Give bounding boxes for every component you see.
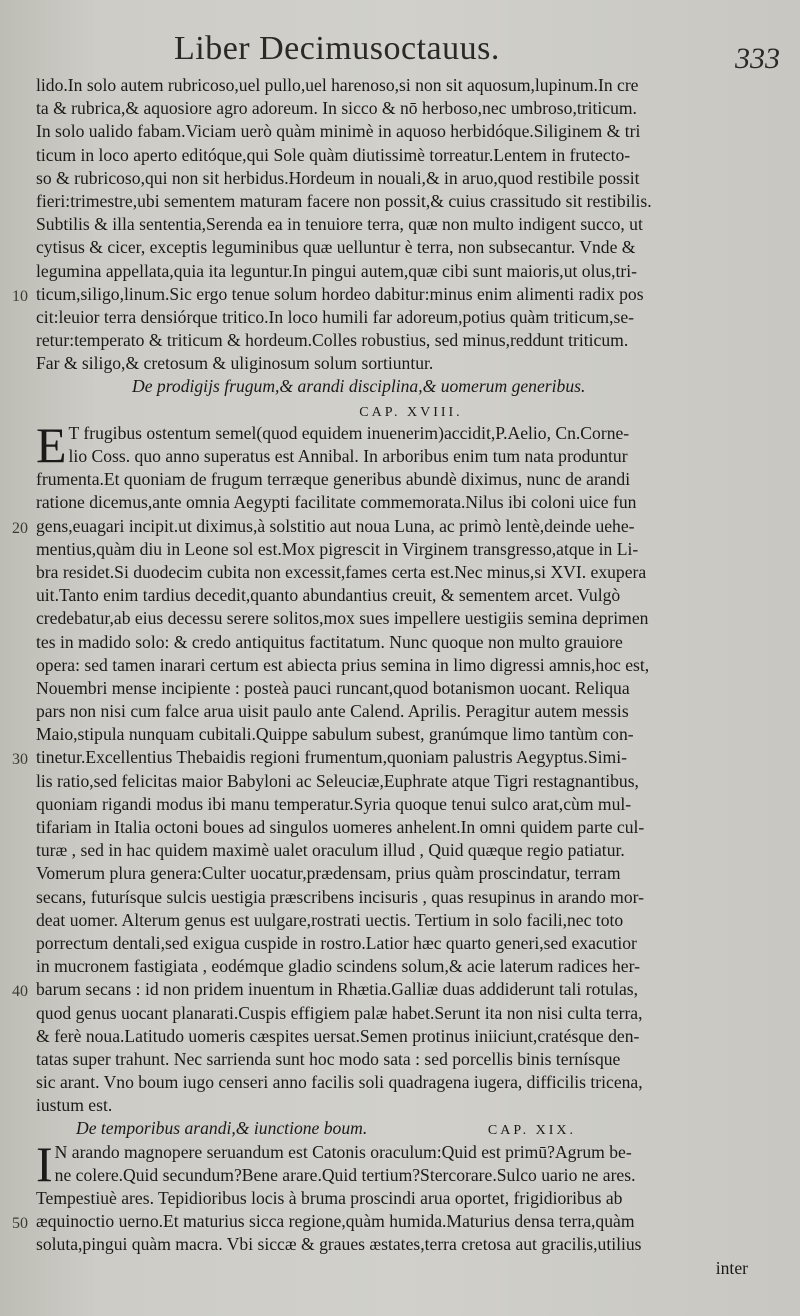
text-line: Vomerum plura genera:Culter uocatur,prædensam, prius quàm proscindatur, terram (36, 863, 621, 884)
text-line: Subtilis & illa sententia,Serenda ea in tenuiore terra, quæ non multo indigent succo, ut (36, 214, 643, 235)
text-line: 20 gens,euagari incipit.ut diximus,à solstitio aut noua Luna, ac primò lentè,deinde uehe- (36, 515, 786, 538)
text-line: legumina appellata,quia ita leguntur.In pingui autem,quæ cibi sunt maioris,ut olus,tri- (36, 260, 638, 281)
text-line: 40 barum secans : id non pridem inuentum in Rhætia.Galliæ duas addiderunt tali rotulas, (36, 978, 786, 1001)
catchword: inter (715, 1257, 748, 1278)
drop-capital: I (36, 1135, 53, 1192)
text-line: Far & siligo,& cretosum & uliginosum solum sortiuntur. (36, 353, 434, 374)
text-line: ratione dicemus,ante omnia Aegypti facilitate commemorata.Nilus ibi coloni uice fun (36, 492, 637, 513)
text-line: sic arant. Vno boum iugo censeri anno facilis soli quadragena iugera, difficilis tricena, (36, 1072, 643, 1093)
text-line: lis ratio,sed felicitas maior Babyloni ac Seleuciæ,Euphrate atque Tigri restagnantibus, (36, 770, 639, 791)
text-line: 10 ticum,siligo,linum.Sic ergo tenue solum hordeo dabitur:minus enim alimenti radix pos (36, 283, 786, 306)
text-line: retur:temperato & triticum & hordeum.Colles robustius, sed minus,reddunt triticum. (36, 330, 629, 351)
section-heading: De prodigijs frugum,& arandi disciplina,& uomerum generibus. (132, 376, 586, 397)
text-line: frumenta.Et quoniam de frugum terræque generibus abundè diximus, nunc de arandi (36, 469, 631, 490)
margin-line-number: 10 (12, 287, 28, 305)
text-line: deat uomer. Alterum genus est uulgare,rostrati uectis. Tertium in solo facili,nec toto (36, 909, 624, 930)
text-line: In solo ualido fabam.Viciam uerò quàm minimè in aquoso herbidóque.Siliginem & tri (36, 121, 641, 142)
text-line: quoniam rigandi modus ibi manu temperatur.Syria quoque tenui sulco arat,cùm mul- (36, 793, 632, 814)
text-line: quod genus uocant planarati.Cuspis effigiem palæ habet.Serunt ita non nisi culta terra, (36, 1002, 643, 1023)
chapter-number: CAP. XVIII. (359, 404, 463, 420)
section-heading: De temporibus arandi,& iunctione boum. (76, 1118, 368, 1139)
text-line: & ferè noua.Latitudo uomeris cæspites uersat.Semen protinus iniiciunt,cratésque den- (36, 1025, 640, 1046)
margin-line-number: 20 (12, 519, 28, 537)
text-line: turæ , sed in hac quidem maximè ualet oraculum illud , Quid quæque regio patiatur. (36, 840, 625, 861)
text-line: lido.In solo autem rubricoso,uel pullo,uel harenoso,si non sit aquosum,lupinum.In cre (36, 75, 639, 95)
text-line: opera: sed tamen inarari certum est abiecta prius semina in limo digressi amnis,hoc est, (36, 654, 650, 675)
text-line: lio Coss. quo anno superatus est Annibal. In arboribus enim tum nata produntur (68, 446, 628, 466)
text-line: soluta,pingui quàm macra. Vbi siccæ & graues æstates,terra cretosa aut gracilis,utilius (36, 1234, 642, 1255)
text-line: iustum est. (36, 1095, 113, 1116)
text-line: so & rubricoso,qui non sit herbidus.Hordeum in nouali,& in aruo,quod restibile possit (36, 167, 640, 188)
chapter-number: CAP. XIX. (487, 1123, 576, 1139)
text-line: 50 æquinoctio uerno.Et maturius sicca regione,quàm humida.Maturius densa terra,quàm (36, 1210, 786, 1233)
text-line: in mucronem fastigiata , eodémque gladio scindens solum,& acie laterum radices her- (36, 956, 640, 977)
text-line: ticum in loco aperto editóque,qui Sole quàm diutissimè torreatur.Lentem in frutecto- (36, 144, 631, 165)
text-line: T frugibus ostentum semel(quod equidem inuenerim)accidit,P.Aelio, Cn.Corne- (68, 422, 630, 443)
margin-line-number: 50 (12, 1215, 28, 1233)
paragraph (12, 416, 786, 1118)
text-line: pars non nisi cum falce arua uisit paulo ante Calend. Aprilis. Peragitur autem messis (36, 701, 629, 722)
text-line: porrectum dentali,sed exigua cuspide in rostro.Latior hæc quarto generi,sed exacutior (36, 932, 637, 953)
text-line: mentius,quàm diu in Leone sol est.Mox pigrescit in Virginem transgresso,atque in Li- (36, 538, 639, 559)
text-line: ne colere.Quid secundum?Bene arare.Quid tertium?Stercorare.Sulco uario ne ares. (54, 1164, 636, 1185)
text-line: Maio,stipula nunquam cubitali.Quippe sabulum subest, granúmque limo tantùm con- (36, 724, 634, 745)
text-line: tes in madido solo: & credo antiquitus factitatum. Nunc quoque non multo grauiore (36, 631, 623, 652)
margin-line-number: 30 (12, 751, 28, 769)
main-text (12, 74, 786, 1280)
text-line: Tempestiuè ares. Tepidioribus locis à bruma proscindi arua oportet, frigidioribus ab (36, 1188, 623, 1208)
text-line: N arando magnopere seruandum est Catonis oraculum:Quid est primū?Agrum be- (54, 1141, 632, 1162)
paragraph (12, 1135, 786, 1257)
text-line: secans, futurísque sulcis uestigia præscribens incisuris , quas resupinus in arando mor- (36, 886, 644, 907)
text-line: bra residet.Si duodecim cubita non excessit,fames certa est.Nec minus,si XVI. exupera (36, 561, 647, 582)
text-line: cytisus & cicer, exceptis leguminibus quæ uelluntur è terra, non subsecantur. Vnde & (36, 237, 636, 258)
margin-line-number: 40 (12, 983, 28, 1001)
section-heading-row (36, 1117, 786, 1140)
drop-capital: E (36, 416, 67, 473)
text-line: Nouembri mense incipiente : posteà pauci runcant,quod botanismon uocant. Reliqua (36, 677, 630, 698)
text-line: tatas super trahunt. Nec sarrienda sunt hoc modo sata : sed porcellis binis ternísque (36, 1048, 621, 1069)
text-line: ta & rubrica,& aquosiore agro adoreum. In sicco & nō herboso,nec umbroso,triticum. (36, 98, 637, 119)
text-line: credebatur,ab eius decessu serere solitos,mox sues impellere uestigiis semina deprimen (36, 608, 649, 629)
text-line: uit.Tanto enim tardius decedit,quanto abundantius creuit, & sementem arcet. Vulgò (36, 585, 621, 606)
text-line: fieri:trimestre,ubi sementem maturam facere non possit,& cuius crassitudo sit restibilis. (36, 190, 652, 211)
page-number: 333 (735, 42, 780, 75)
running-head: Liber Decimusoctauus. (174, 30, 500, 67)
text-line: 30 tinetur.Excellentius Thebaidis regioni frumentum,quoniam palustris Aegyptus.Simi- (36, 746, 786, 769)
text-line: cit:leuior terra densiórque tritico.In loco humili far adoreum,potius quàm triticum,se- (36, 306, 635, 327)
text-line: tifariam in Italia octoni boues ad singulos uomeres anhelent.In omni quidem parte cul- (36, 817, 645, 837)
